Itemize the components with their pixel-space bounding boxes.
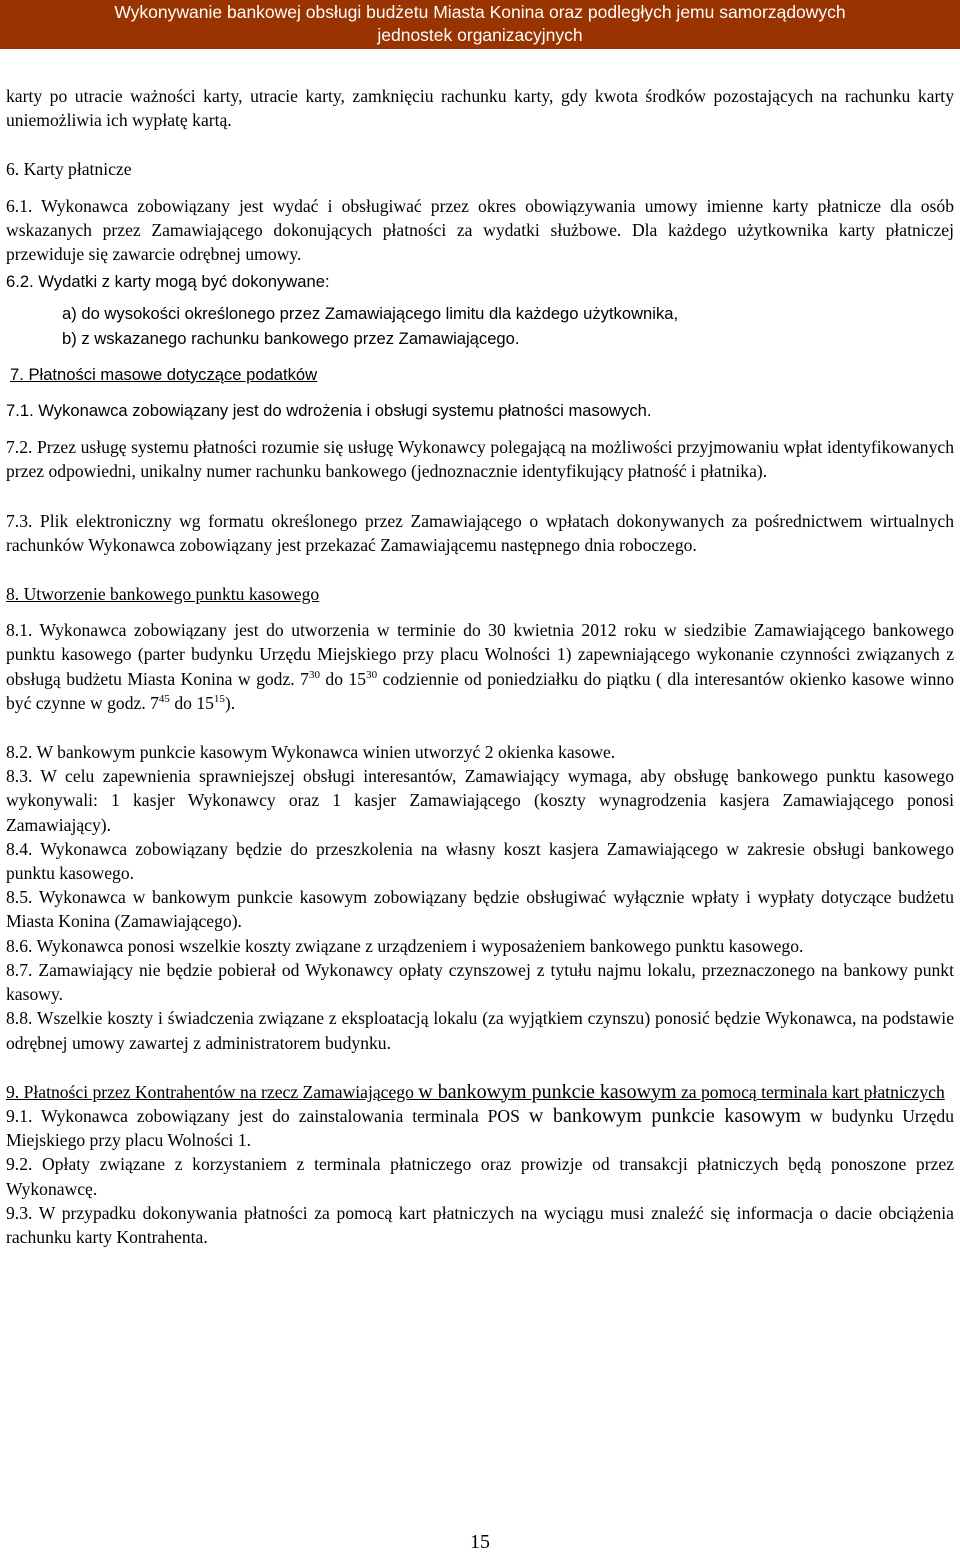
- intro-paragraph: karty po utracie ważności karty, utracie karty, zamknięciu rachunku karty, gdy kwota środków pozostających na rachunku karty uniemożliwia ich wypłatę kartą.: [6, 86, 954, 131]
- paragraph-8-1: 8.1. Wykonawca zobowiązany jest do utworzenia w terminie do 30 kwietnia 2012 roku w siedzibie Zamawiającego bankowego punktu kasowego (parter budynku Urzędu Miejskiego przy placu Wolności 1) zapewniającego wykonanie czynności związanych z obsługą budżetu Miasta Konina w godz. $7^{30}$ do $15^{30}$ codziennie od poniedziałku do piątku ( dla interesantów okienko kasowe winno być czynne w godz. $7^{45}$ do $15^{15}$).: [6, 620, 954, 713]
- document-body: [6, 84, 954, 1249]
- paragraph-9-3: 9.3. W przypadku dokonywania płatności za pomocą kart płatniczych na wyciągu musi znaleźć się informacja o dacie obciążenia rachunku karty Kontrahenta.: [6, 1202, 954, 1247]
- list-item-b: b) z wskazanego rachunku bankowego przez Zamawiającego.: [62, 328, 520, 348]
- section-9-heading: 9. Płatności przez Kontrahentów na rzecz Zamawiającego w bankowym punkcie kasowym za pomocą terminala kart płatniczych: [6, 1080, 945, 1103]
- paragraph-7-3: 7.3. Plik elektroniczny wg formatu określonego przez Zamawiającego o wpłatach dokonywanych za pośrednictwem wirtualnych rachunków Wykonawca zobowiązany jest przekazać Zamawiającemu następnego dnia roboczego.: [6, 510, 954, 555]
- paragraph-8-5: 8.5. Wykonawca w bankowym punkcie kasowym zobowiązany będzie obsługiwać wyłącznie wpłaty i wypłaty dotyczące budżetu Miasta Konina (Zamawiającego).: [6, 887, 954, 932]
- section-6-heading: 6. Karty płatnicze: [6, 159, 132, 180]
- paragraph-7-2: 7.2. Przez usługę systemu płatności rozumie się usługę Wykonawcy polegającą na możliwości przyjmowaniu wpłat identyfikowanych przez odpowiedni, unikalny numer rachunku bankowego (jednoznacznie identyfikujący płatność i płatnika).: [6, 437, 954, 482]
- page-number: 15: [470, 1531, 490, 1553]
- paragraph-7-1: 7.1. Wykonawca zobowiązany jest do wdrożenia i obsługi systemu płatności masowych.: [6, 401, 652, 421]
- paragraph-6-1: 6.1. Wykonawca zobowiązany jest wydać i obsługiwać przez okres obowiązywania umowy imienne karty płatnicze dla osób wskazanych przez Zamawiającego dokonujących płatności za wydatki służbowe. Dla każdego użytkownika karty płatniczej przewiduje się zawarcie odrębnej umowy.: [6, 195, 954, 265]
- header-title-line2: jednostek organizacyjnych: [377, 25, 583, 45]
- paragraph-6-2: 6.2. Wydatki z karty mogą być dokonywane:: [6, 272, 330, 292]
- paragraph-8-2: 8.2. W bankowym punkcie kasowym Wykonawca winien utworzyć 2 okienka kasowe.: [6, 742, 616, 763]
- page-header: [0, 0, 960, 49]
- paragraph-9-2: 9.2. Opłaty związane z korzystaniem z terminala płatniczego oraz prowizje od transakcji płatniczych będą ponoszone przez Wykonawcę.: [6, 1154, 954, 1199]
- section-8-heading: 8. Utworzenie bankowego punktu kasowego: [6, 584, 320, 605]
- paragraph-8-7: 8.7. Zamawiający nie będzie pobierał od Wykonawcy opłaty czynszowej z tytułu najmu lokalu, przeznaczonego na bankowy punkt kasowy.: [6, 959, 954, 1005]
- paragraph-8-6: 8.6. Wykonawca ponosi wszelkie koszty związane z urządzeniem i wyposażeniem bankowego punktu kasowego.: [6, 935, 804, 956]
- section-7-heading: 7. Płatności masowe dotyczące podatków: [10, 364, 318, 384]
- list-6-2: [6, 302, 954, 350]
- header-title-line1: Wykonywanie bankowej obsługi budżetu Miasta Konina oraz podległych jemu samorządowych: [114, 2, 846, 22]
- paragraph-8-3: 8.3. W celu zapewnienia sprawniejszej obsługi interesantów, Zamawiający wymaga, aby obsługę bankowego punktu kasowego wykonywali: 1 kasjer Wykonawcy oraz 1 kasjer Zamawiającego (koszty wynagrodzenia kasjera Zamawiającego ponosi Zamawiający).: [6, 766, 954, 835]
- paragraph-8-8: 8.8. Wszelkie koszty i świadczenia związane z eksploatacją lokalu (za wyjątkiem czynszu) ponosić będzie Wykonawca, na podstawie odrębnej umowy zawartej z administratorem budynku.: [6, 1008, 954, 1053]
- paragraph-9-1: 9.1. Wykonawca zobowiązany jest do zainstalowania terminala POS w bankowym punkcie kasowym w budynku Urzędu Miejskiego przy placu Wolności 1.: [6, 1104, 955, 1151]
- paragraph-8-4: 8.4. Wykonawca zobowiązany będzie do przeszkolenia na własny koszt kasjera Zamawiającego w zakresie obsługi bankowego punktu kasowego.: [6, 838, 954, 884]
- list-item-a: a) do wysokości określonego przez Zamawiającego limitu dla każdego użytkownika,: [62, 304, 679, 324]
